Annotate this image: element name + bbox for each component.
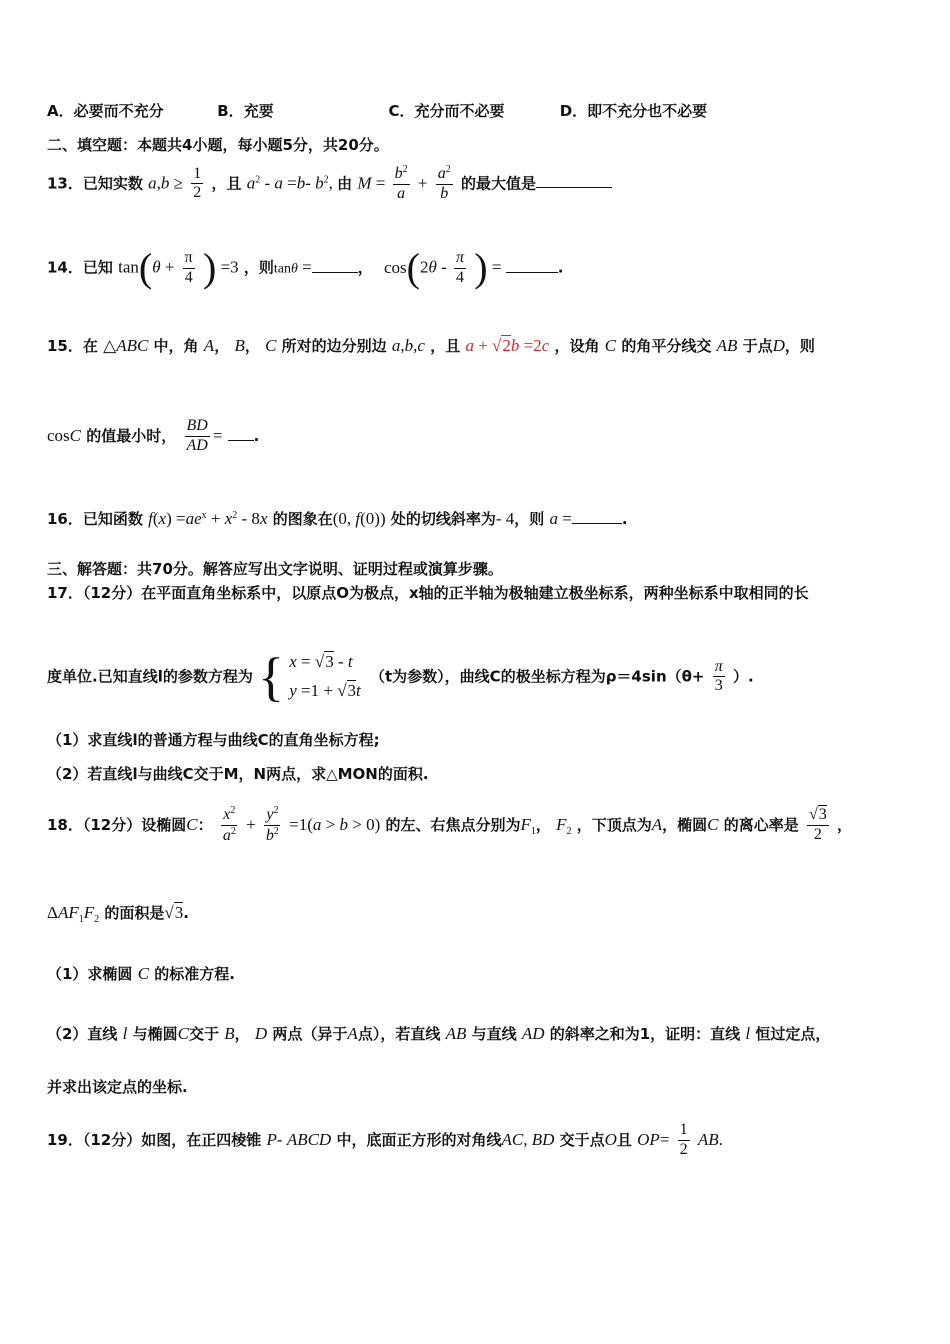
question-18-part2-cont: 并求出该定点的坐标. [47, 1078, 188, 1096]
option-c: C．充分而不必要 [388, 102, 505, 120]
question-14: 14．已知 tan(θ + $\frac{\pi}{4}$ ) =3 ，则tanθ = ， cos(2θ - $\frac{\pi}{4}$ ) = . [47, 245, 564, 290]
question-17-line2: 度单位.已知直线l的参数方程为 { x = √3 - t y =1 + √3t （t为参数），曲线C的极坐标方程为ρ＝4sin（θ+ $\frac{\pi}{3}$ ）. [47, 646, 754, 707]
question-19: 19．（12分）如图，在正四棱锥 P- ABCD 中，底面正方形的对角线AC, BD 交于点O且 OP= $\frac{1}{2}$ AB. [47, 1121, 723, 1158]
question-18-part2: （2）直线 l 与椭圆C交于 B， D 两点（异于A点），若直线 AB 与直线 AD 的斜率之和为1，证明：直线 l 恒过定点， [47, 1024, 831, 1043]
question-15-cont: cosC 的值最小时， $\frac{BD}{AD}$ = . [47, 417, 260, 454]
section-3-heading: 三、解答题：共70分。解答应写出文字说明、证明过程或演算步骤。 [47, 560, 503, 578]
question-17-part2: （2）若直线l与曲线C交于M，N两点，求△MON的面积. [47, 765, 429, 783]
question-18: 18．（12分）设椭圆C： $\frac{x^2}{a^2}$ + $\frac{y^2}{b^2}$ =1(a > b > 0) 的左、右焦点分别为$F_1$， $F_2$ ，下顶点为A，椭圆C 的离心率是 $\frac{√3}{2}$ ， [47, 805, 853, 844]
parametric-system: x = √3 - t y =1 + √3t [289, 652, 361, 700]
q12-options [47, 104, 707, 119]
section-2-heading: 二、填空题：本题共4小题，每小题5分，共20分。 [47, 136, 389, 154]
question-17-part1: （1）求直线l的普通方程与曲线C的直角坐标方程; [47, 731, 380, 749]
question-15: 15．在 △ABC 中，角 A， B， C 所对的边分别边 a,b,c ，且 a + √2b =2c ，设角 C 的角平分线交 AB 于点D，则 [47, 336, 815, 355]
option-b: B．充要 [217, 102, 274, 120]
question-16: 16．已知函数 $f(x) =ae^x + x^2 - 8x$ 的图象在(0, f(0)) 处的切线斜率为- 4，则 a = . [47, 509, 628, 528]
question-18-part1: （1）求椭圆 C 的标准方程. [47, 964, 235, 983]
option-d: D．即不充分也不必要 [559, 102, 708, 120]
option-a: A．必要而不充分 [47, 102, 164, 120]
question-13: 13．已知实数 a,b ≥ $\frac{1}{2}$ ，且 $a^2 - a =b-$ $b^2$, 由 M = $\frac{b^2}{a}$ + $\frac{a^2}{b}$ 的最大值是 [47, 165, 612, 203]
question-17-line1: 17．（12分）在平面直角坐标系中，以原点O为极点，x轴的正半轴为极轴建立极坐标系，两种坐标系中取相同的长 [47, 584, 809, 602]
question-18-cont: $\Delta AF_1F_2$ 的面积是√3. [47, 903, 189, 925]
